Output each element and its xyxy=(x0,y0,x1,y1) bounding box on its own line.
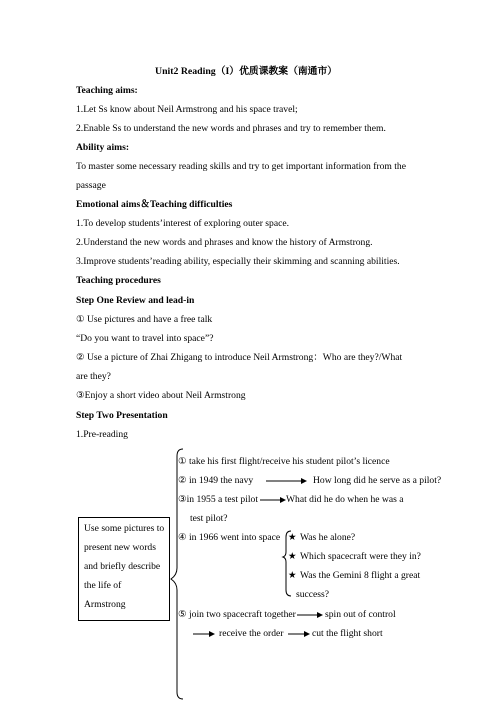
emotional-aim-2: 2.Understand the new words and phrases and know the history of Armstrong. xyxy=(76,237,373,248)
step-one-line-5: ③Enjoy a short video about Neil Armstrong xyxy=(76,390,246,401)
teaching-aim-2: 2.Enable Ss to understand the new words and phrases and try to remember them. xyxy=(76,123,386,134)
teaching-aim-1: 1.Let Ss know about Neil Armstrong and his space travel; xyxy=(76,104,298,115)
diagram-row-6-right: cut the flight short xyxy=(312,628,383,639)
diagram-row-3-right: What did he do when he was a xyxy=(286,494,404,505)
ability-aims-line-2: passage xyxy=(76,180,106,191)
diagram-row-2-left: ② in 1949 the navy xyxy=(178,475,254,486)
ability-aims-heading: Ability aims: xyxy=(76,142,130,153)
star-1: ★ xyxy=(288,532,297,543)
box-line-5: Armstrong xyxy=(84,599,126,610)
star-3: ★ xyxy=(288,570,297,581)
diagram-row-3-left: ③in 1955 a test pilot xyxy=(178,494,259,505)
diagram-row-3-cont: test pilot? xyxy=(190,513,228,524)
question-2: Which spacecraft were they in? xyxy=(300,551,421,562)
document-title: Unit2 Reading（I）优质课教案（南通市） xyxy=(155,66,338,77)
box-line-1: Use some pictures to xyxy=(84,523,165,534)
diagram-row-4-left: ④ in 1966 went into space xyxy=(178,532,281,543)
diagram-row-5-right: spin out of control xyxy=(325,609,396,620)
diagram-row-2-right: How long did he serve as a pilot? xyxy=(313,475,442,486)
diagram-row-5-left: ⑤ join two spacecraft together xyxy=(178,609,296,620)
pre-reading-label: 1.Pre-reading xyxy=(76,429,128,440)
teaching-aims-heading: Teaching aims: xyxy=(76,85,138,96)
step-one-line-2: “Do you want to travel into space”? xyxy=(76,333,214,344)
emotional-aim-3: 3.Improve students’reading ability, especially their skimming and scanning abilities. xyxy=(76,256,400,267)
question-1: Was he alone? xyxy=(300,532,356,543)
summary-box xyxy=(78,517,170,621)
question-3: Was the Gemini 8 flight a great xyxy=(300,570,421,581)
star-2: ★ xyxy=(288,551,297,562)
box-line-4: the life of xyxy=(84,580,122,591)
question-3-cont: success? xyxy=(296,589,330,600)
box-line-2: present new words xyxy=(84,542,156,553)
ability-aims-line-1: To master some necessary reading skills and try to get important information from the xyxy=(76,161,406,172)
procedures-heading: Teaching procedures xyxy=(76,275,161,286)
step-two-heading: Step Two Presentation xyxy=(76,410,168,421)
box-line-3: and briefly describe xyxy=(84,561,161,572)
step-one-line-3: ② Use a picture of Zhai Zhigang to introduce Neil Armstrong：Who are they?/What xyxy=(76,352,403,363)
step-one-line-1: ① Use pictures and have a free talk xyxy=(76,314,213,325)
step-one-line-4: are they? xyxy=(76,371,111,382)
diagram-row-1: ① take his first flight/receive his student pilot’s licence xyxy=(178,456,390,467)
step-one-heading: Step One Review and lead-in xyxy=(76,295,195,306)
diagram-row-6-left: receive the order xyxy=(219,628,284,639)
emotional-aims-heading: Emotional aims＆Teaching difficulties xyxy=(76,199,233,210)
emotional-aim-1: 1.To develop students’interest of exploring outer space. xyxy=(76,218,289,229)
